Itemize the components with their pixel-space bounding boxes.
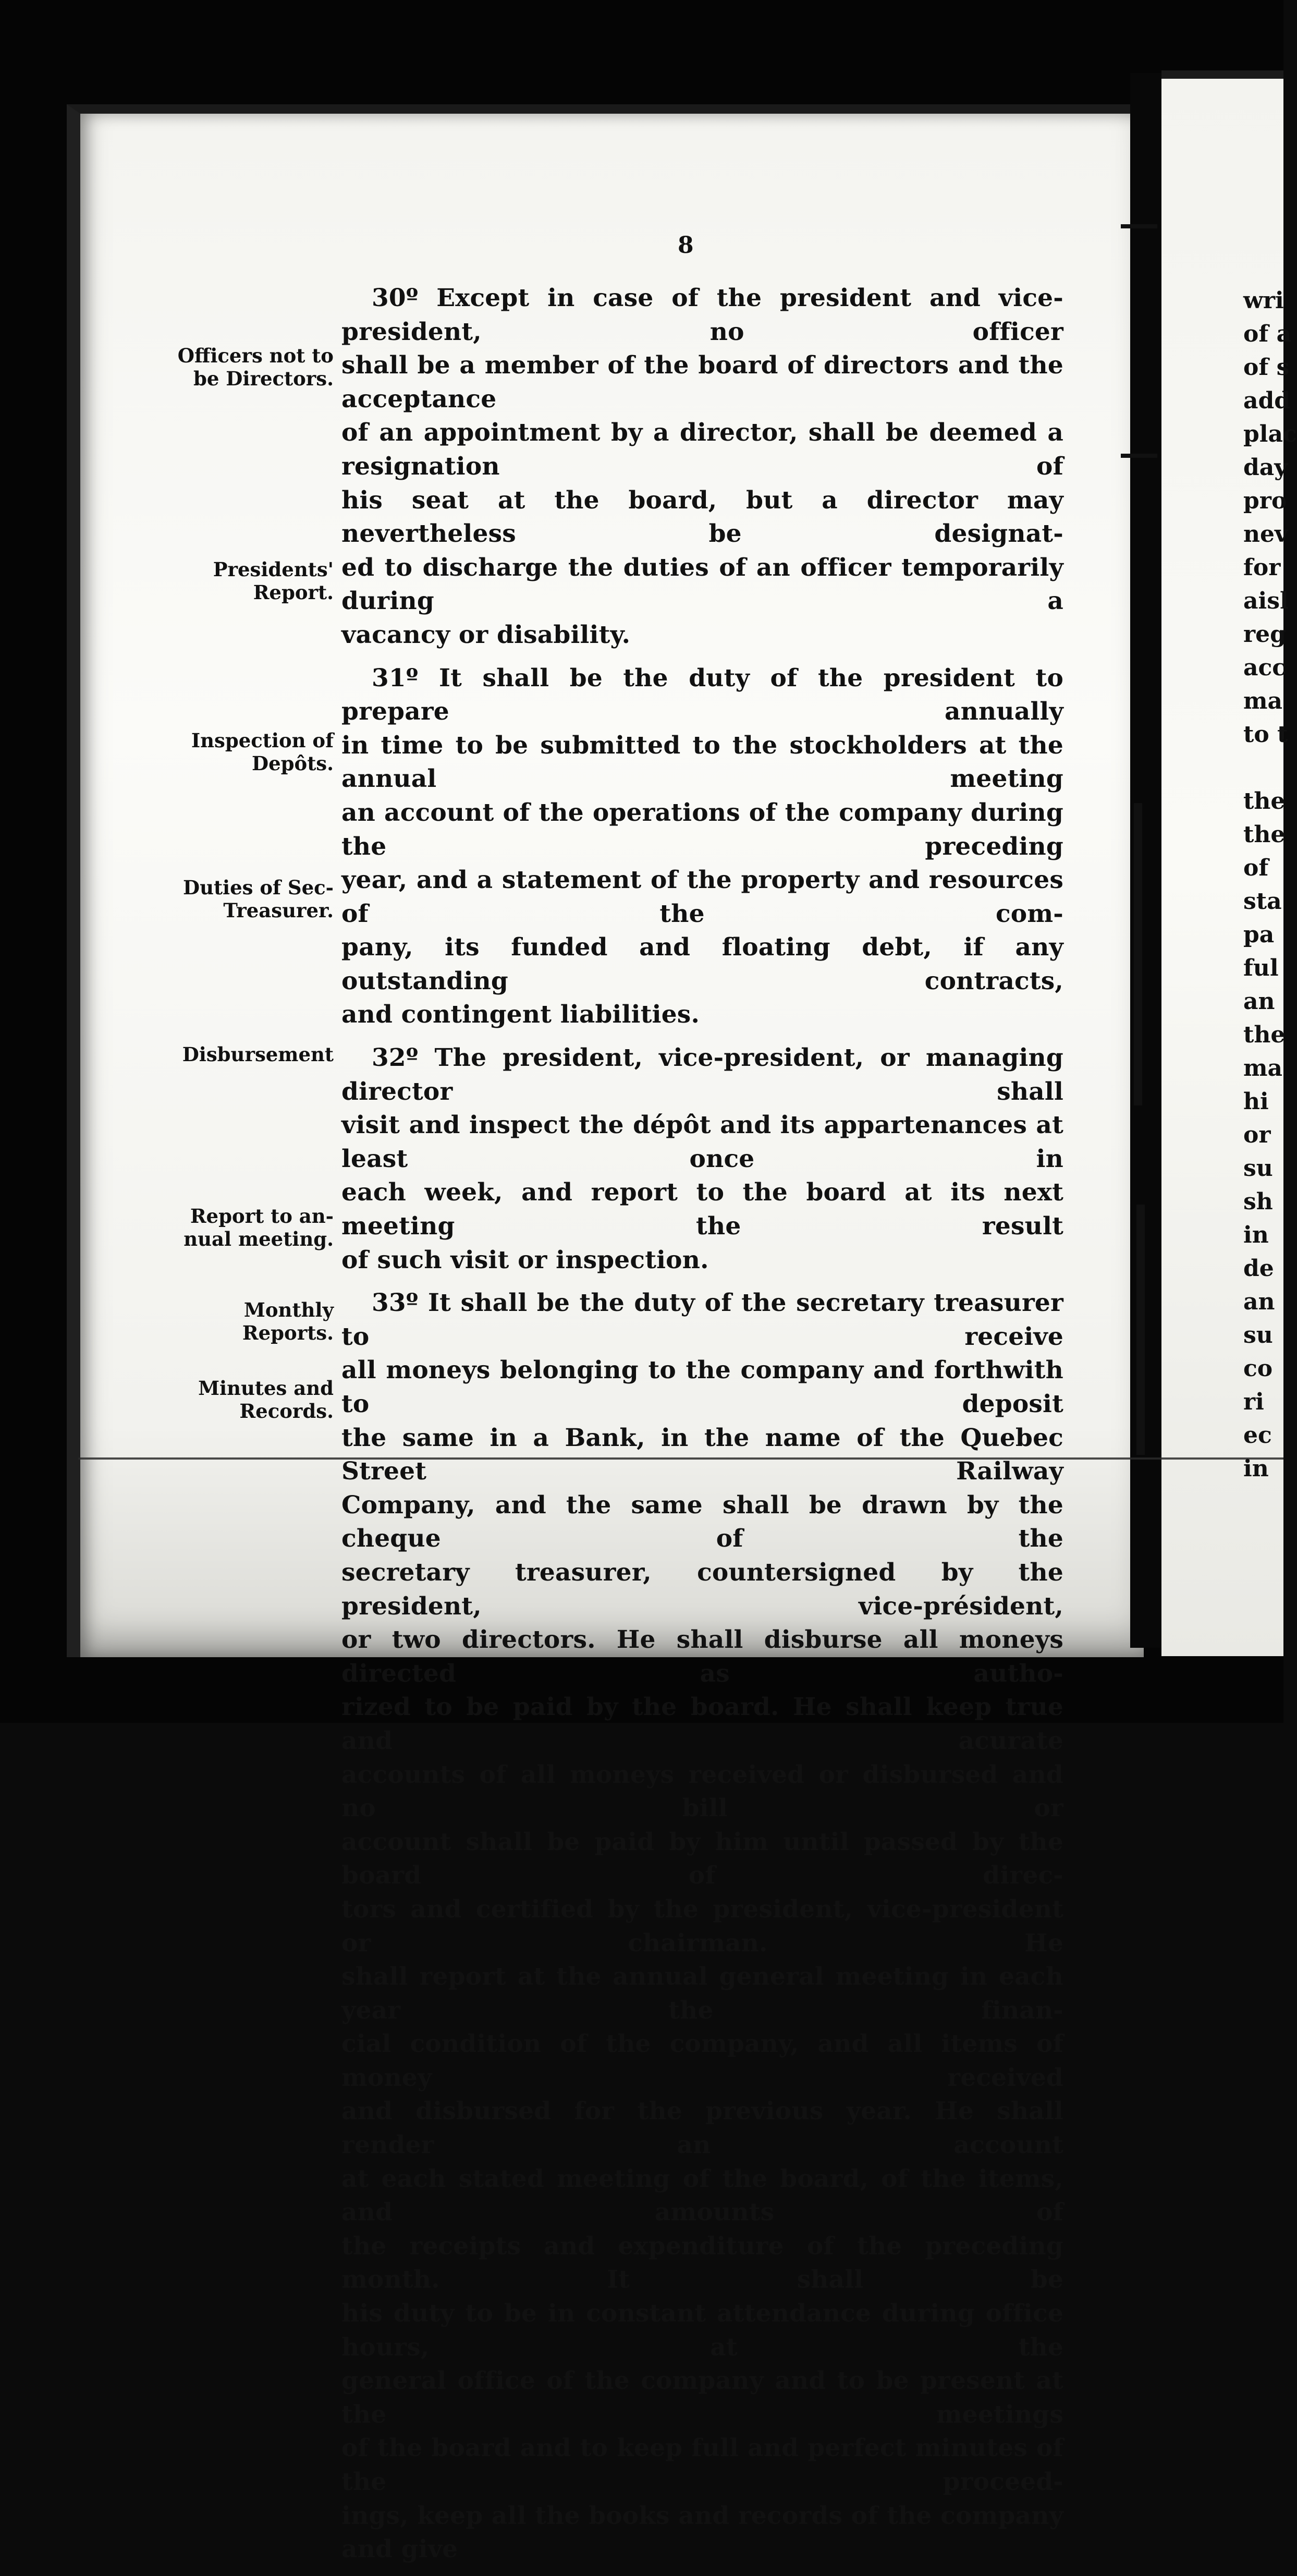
margin-note-line: Officers not to bbox=[177, 344, 334, 367]
margin-note-line: Presidents' bbox=[213, 558, 334, 581]
margin-note-presidents-report bbox=[89, 558, 334, 604]
facing-page-fragment: wri bbox=[1243, 287, 1284, 314]
text-line: 31º It shall be the duty of the president to prepare annually bbox=[341, 663, 1063, 726]
facing-page-fragment: the bbox=[1243, 1022, 1286, 1048]
text-line: shall report at the annual general meeting in each year the finan- bbox=[341, 1962, 1063, 2025]
text-line: Company, and the same shall be drawn by the cheque of the bbox=[341, 1490, 1063, 1553]
text-line: 32º The president, vice-president, or managing director shall bbox=[341, 1043, 1063, 1106]
facing-page-fragment: su bbox=[1243, 1155, 1273, 1182]
margin-note-line: Depôts. bbox=[252, 752, 334, 775]
facing-page-fragment: an bbox=[1243, 1289, 1275, 1315]
facing-page-fragment: an bbox=[1243, 988, 1275, 1015]
text-line: year, and a statement of the property and resources of the com- bbox=[341, 866, 1063, 928]
facing-page-fragment: of bbox=[1243, 855, 1269, 881]
margin-note-line: nual meeting. bbox=[183, 1228, 334, 1250]
margin-note-officers bbox=[89, 344, 334, 390]
margin-note-line: Minutes and bbox=[198, 1377, 334, 1400]
page-number: 8 bbox=[678, 232, 694, 259]
spine-mark bbox=[1136, 1205, 1145, 1455]
facing-page-fragment: or bbox=[1243, 1122, 1271, 1148]
margin-note-line: Report. bbox=[253, 581, 334, 604]
facing-page-fragment: ful bbox=[1243, 955, 1279, 981]
text-line: secretary treasurer, countersigned by the president, vice-président, bbox=[341, 1558, 1063, 1621]
spine-mark bbox=[1121, 454, 1157, 458]
text-line: at each stated meeting of the board, of the items, and amounts of bbox=[341, 2164, 1063, 2227]
facing-page-fragment: ec bbox=[1243, 1422, 1272, 1449]
text-line: tors and certified by the president, vice-president or chairman. He bbox=[341, 1894, 1063, 1958]
spine-mark bbox=[1121, 224, 1157, 228]
facing-page-fragment: pa bbox=[1243, 921, 1275, 948]
text-line: of such visit or inspection. bbox=[341, 1245, 709, 1274]
text-line: 33º It shall be the duty of the secretary treasurer to receive bbox=[341, 1289, 1063, 1351]
margin-note-line: Disbursement bbox=[182, 1043, 334, 1066]
text-line: ings, keep all the books and records of the company and give bbox=[341, 2501, 1063, 2564]
margin-note-line: Inspection of bbox=[191, 729, 334, 752]
text-line: of the board and to keep full and perfect minutes of the proceed- bbox=[341, 2434, 1063, 2496]
facing-page-fragment: of a bbox=[1243, 321, 1292, 347]
text-line: and disbursed for the previous year. He shall render an account bbox=[341, 2097, 1063, 2160]
margin-note-line: Records. bbox=[239, 1400, 334, 1423]
margin-note-line: Treasurer. bbox=[223, 899, 334, 922]
facing-page-fragment: for bbox=[1243, 554, 1281, 581]
article-30 bbox=[341, 282, 1063, 652]
text-line: or two directors. He shall disburse all moneys directed as autho- bbox=[341, 1625, 1063, 1688]
facing-page-fragment: ma bbox=[1243, 688, 1283, 714]
article-32 bbox=[341, 1041, 1063, 1277]
margin-note-duties bbox=[89, 876, 334, 922]
text-line: and contingent liabilities. bbox=[341, 1000, 700, 1029]
facing-page-fragment: nev bbox=[1243, 521, 1288, 548]
text-line: account shall be paid by him until passed by the board of direc- bbox=[341, 1827, 1063, 1890]
facing-page-fragment: su bbox=[1243, 1322, 1273, 1348]
facing-page-fragment: aisl bbox=[1243, 588, 1289, 614]
margin-note-inspection bbox=[89, 729, 334, 775]
text-line: visit and inspect the dépôt and its appartenances at least once in bbox=[341, 1111, 1063, 1173]
facing-page-fragments bbox=[1243, 284, 1297, 1486]
spine-mark bbox=[1134, 803, 1142, 1105]
margin-note-line: be Directors. bbox=[193, 367, 334, 390]
text-line: of an appointment by a director, shall be deemed a resignation of bbox=[341, 418, 1063, 481]
text-line: general office of the company and to be present at the meetings bbox=[341, 2366, 1063, 2429]
facing-page-fragment: ri bbox=[1243, 1389, 1264, 1415]
facing-page-fragment: in bbox=[1243, 1222, 1269, 1248]
main-text bbox=[341, 282, 1063, 2576]
text-line: pany, its funded and floating debt, if any outstanding contracts, bbox=[341, 933, 1063, 995]
article-31 bbox=[341, 662, 1063, 1032]
facing-page-fragment: to t bbox=[1243, 721, 1288, 748]
text-line: shall be a member of the board of directors and the acceptance bbox=[341, 351, 1063, 414]
facing-page-fragment: acc bbox=[1243, 654, 1287, 681]
facing-page-fragment: ma bbox=[1243, 1055, 1283, 1082]
facing-page-fragment: day bbox=[1243, 454, 1288, 481]
text-line: his seat at the board, but a director may nevertheless be designat- bbox=[341, 485, 1063, 549]
text-line: 30º Except in case of the president and vice-president, no officer bbox=[341, 284, 1063, 346]
facing-page-fragment: hi bbox=[1243, 1088, 1269, 1115]
text-line: the same in a Bank, in the name of the Quebec Street Railway bbox=[341, 1423, 1063, 1486]
margin-note-line: Duties of Sec- bbox=[182, 876, 334, 899]
text-line: the receipts and expenditure of the preceding month. It shall be bbox=[341, 2231, 1063, 2294]
text-line: rized to be paid by the board. He shall keep true and acurate bbox=[341, 1693, 1063, 1755]
article-33 bbox=[341, 1286, 1063, 2567]
text-line: his duty to be in constant attendance during office hours, at the bbox=[341, 2299, 1063, 2362]
facing-page-fragment: sta bbox=[1243, 888, 1282, 915]
facing-page-fragment: in bbox=[1243, 1455, 1269, 1482]
text-line: each week, and report to the board at its next meeting the result bbox=[341, 1178, 1063, 1241]
margin-note-minutes bbox=[89, 1377, 334, 1423]
text-line: in time to be submitted to the stockholders at the annual meeting bbox=[341, 731, 1063, 794]
text-line: all moneys belonging to the company and forthwith to deposit bbox=[341, 1356, 1063, 1418]
margin-note-line: Reports. bbox=[242, 1321, 334, 1344]
margin-note-report-annual bbox=[89, 1205, 334, 1250]
facing-page-fragment bbox=[1243, 751, 1285, 785]
text-line: ed to discharge the duties of an officer temporarily during a bbox=[341, 553, 1063, 616]
facing-page-fragment: of s bbox=[1243, 354, 1290, 381]
margin-note-disbursement bbox=[89, 1043, 334, 1066]
facing-page-fragment: add bbox=[1243, 387, 1291, 414]
text-line: cial condition of the company, and all items of money received bbox=[341, 2030, 1063, 2092]
text-line: an account of the operations of the company during the preceding bbox=[341, 798, 1063, 861]
margin-note-line: Report to an- bbox=[190, 1205, 334, 1228]
margin-note-line: Monthly bbox=[243, 1298, 334, 1321]
facing-page-fragment: co bbox=[1243, 1355, 1273, 1382]
facing-page-fragment: reg bbox=[1243, 621, 1286, 648]
facing-page-fragment: sh bbox=[1243, 1188, 1273, 1215]
facing-page-fragment: the bbox=[1243, 821, 1286, 848]
facing-page-fragment: pro bbox=[1243, 488, 1287, 514]
text-line: vacancy or disability. bbox=[341, 620, 631, 649]
facing-page-fragment: de bbox=[1243, 1255, 1274, 1282]
facing-page-fragment: the bbox=[1243, 788, 1286, 815]
margin-note-monthly bbox=[89, 1298, 334, 1344]
text-line: accounts of all moneys received or disbursed and no bill or bbox=[341, 1760, 1063, 1823]
facing-page-fragment: plac bbox=[1243, 421, 1297, 447]
